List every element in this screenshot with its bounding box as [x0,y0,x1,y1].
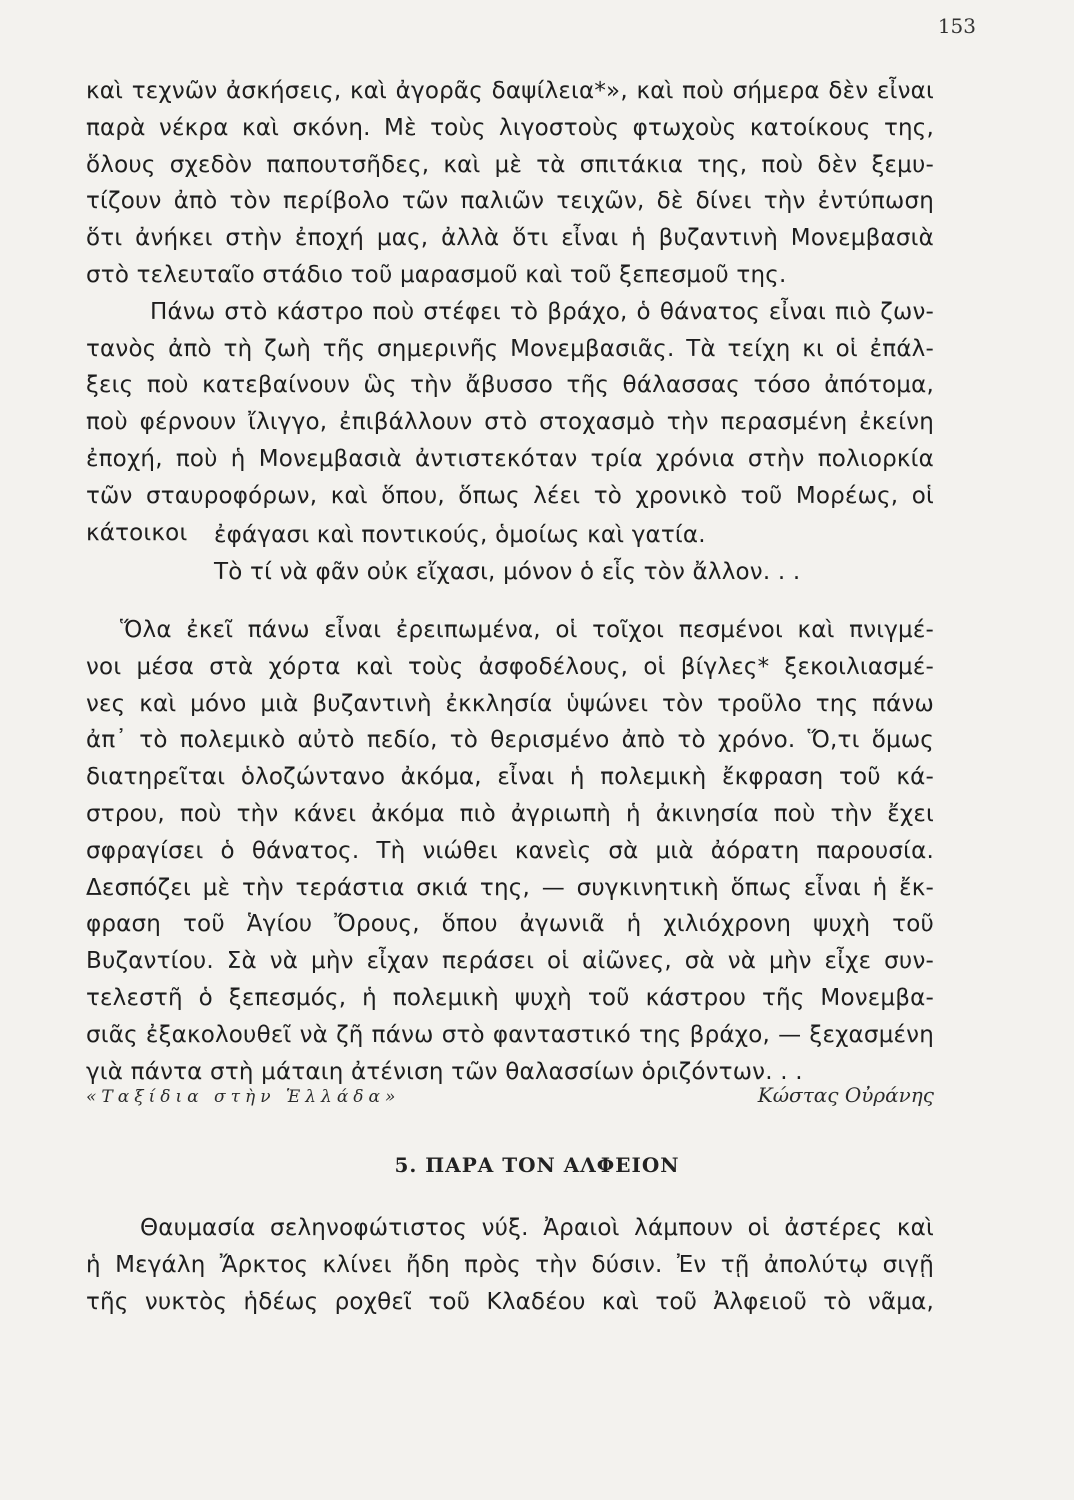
text-line: γιὰ πάντα στὴ μάταιη ἀτένιση τῶν θαλασσίων ὁριζόντων. . . [86,1058,803,1085]
text-line: στρου, ποὺ τὴν κάνει ἀκόμα πιὸ ἀγριωπὴ ἡ ἀκινησία ποὺ τὴν ἔχει [86,800,934,827]
text-line: σιᾶς ἐξακολουθεῖ νὰ ζῆ πάνω στὸ φανταστικό της βράχο, — ξεχασμένη [86,1021,934,1048]
source-attribution [86,1083,934,1107]
paragraph-alfeios [86,1210,934,1320]
text-line: Ὅλα ἐκεῖ πάνω εἶναι ἐρειπωμένα, οἱ τοῖχοι πεσμένοι καὶ πνιγμέ- [120,617,934,643]
text-line: ἀπ᾽ τὸ πολεμικὸ αὐτὸ πεδίο, τὸ θερισμένο ἀπὸ τὸ χρόνο. Ὅ,τι ὅμως [86,727,934,754]
text-line: ὅτι ἀνήκει στὴν ἐποχή μας, ἀλλὰ ὅτι εἶναι ἡ βυζαντινὴ Μονεμβασιὰ [86,225,934,252]
text-line: διατηρεῖται ὁλοζώντανο ἀκόμα, εἶναι ἡ πολεμικὴ ἔκφραση τοῦ κά- [86,764,934,791]
source-title: «Ταξίδια στὴν Ἑλλάδα» [86,1087,401,1107]
text-line: τίζουν ἀπὸ τὸν περίβολο τῶν παλιῶν τειχῶν, δὲ δίνει τὴν ἐντύπωση [86,188,934,215]
text-line: Δεσπόζει μὲ τὴν τεράστια σκιά της, — συγκινητικὴ ὅπως εἶναι ἡ ἔκ- [86,874,934,901]
text-line: Βυζαντίου. Σὰ νὰ μὴν εἶχαν περάσει οἱ αἰῶνες, σὰ νὰ μὴν εἶχε συν- [86,948,934,975]
text-line: φραση τοῦ Ἁγίου Ὄρους, ὅπου ἀγωνιᾶ ἡ χιλιόχρονη ψυχὴ τοῦ [86,911,934,938]
text-line: ποὺ φέρνουν ἴλιγγο, ἐπιβάλλουν στὸ στοχασμὸ τὴν περασμένη ἐκείνη [86,409,934,436]
text-line: στὸ τελευταῖο στάδιο τοῦ μαρασμοῦ καὶ τοῦ ξεπεσμοῦ της. [86,261,787,288]
text-line: τῆς νυκτὸς ἡδέως ροχθεῖ τοῦ Κλαδέου καὶ τοῦ Ἀλφειοῦ τὸ νᾶμα, [86,1288,934,1315]
text-line: τῶν σταυροφόρων, καὶ ὅπου, ὅπως λέει τὸ χρονικὸ τοῦ Μορέως, οἱ [86,482,934,509]
text-line: τανὸς ἀπὸ τὴ ζωὴ τῆς σημερινῆς Μονεμβασιᾶς. Τὰ τείχη κι οἱ ἐπάλ- [86,335,934,362]
section-heading: 5. ΠΑΡΑ ΤΟΝ ΑΛΦΕΙΟΝ [394,1153,680,1177]
text-line: ὅλους σχεδὸν παπουτσῆδες, καὶ μὲ τὰ σπιτάκια της, ποὺ δὲν ξεμυ- [86,151,934,178]
paragraph-ruins [86,612,934,1090]
text-line: καὶ τεχνῶν ἀσκήσεις, καὶ ἀγορᾶς δαψίλεια*», καὶ ποὺ σήμερα δὲν εἶναι [86,78,934,104]
text-line: Πάνω στὸ κάστρο ποὺ στέφει τὸ βράχο, ὁ θάνατος εἶναι πιὸ ζων- [150,298,934,325]
text-line: Θαυμασία σεληνοφώτιστος νύξ. Ἀραιοὶ λάμπουν οἱ ἀστέρες καὶ [140,1215,934,1241]
text-line: παρὰ νέκρα καὶ σκόνη. Μὲ τοὺς λιγοστοὺς φτωχοὺς κατοίκους της, [86,114,934,141]
text-line: νοι μέσα στὰ χόρτα καὶ τοὺς ἀσφοδέλους, οἱ βίγλες* ξεκοιλιασμέ- [86,653,934,680]
verse-line: Τὸ τί νὰ φᾶν οὐκ εἴχασι, μόνον ὁ εἷς τὸν ἄλλον. . . [214,558,801,585]
text-line: σφραγίσει ὁ θάνατος. Τὴ νιώθει κανεὶς σὰ μιὰ ἀόρατη παρουσία. [86,837,934,864]
verse-quote [86,517,934,591]
text-line: κάτοικοι [86,519,188,546]
author-name: Κώστας Οὐράνης [757,1083,934,1107]
text-line: ξεις ποὺ κατεβαίνουν ὣς τὴν ἄβυσσο τῆς θάλασσας τόσο ἀπότομα, [86,372,934,399]
text-line: νες καὶ μόνο μιὰ βυζαντινὴ ἐκκλησία ὑψώνει τὸν τροῦλο της πάνω [86,690,934,717]
verse-line: ἐφάγασι καὶ ποντικούς, ὁμοίως καὶ γατία. [214,522,706,548]
text-line: ἡ Μεγάλη Ἄρκτος κλίνει ἤδη πρὸς τὴν δύσιν. Ἐν τῇ ἀπολύτῳ σιγῇ [86,1251,934,1278]
text-line: τελεστῆ ὁ ξεπεσμός, ἡ πολεμικὴ ψυχὴ τοῦ κάστρου τῆς Μονεμβα- [86,984,934,1011]
text-line: ἐποχή, ποὺ ἡ Μονεμβασιὰ ἀντιστεκόταν τρία χρόνια στὴν πολιορκία [86,445,934,472]
paragraph-monemvasia-intro [86,73,934,551]
page-number: 153 [937,14,976,38]
